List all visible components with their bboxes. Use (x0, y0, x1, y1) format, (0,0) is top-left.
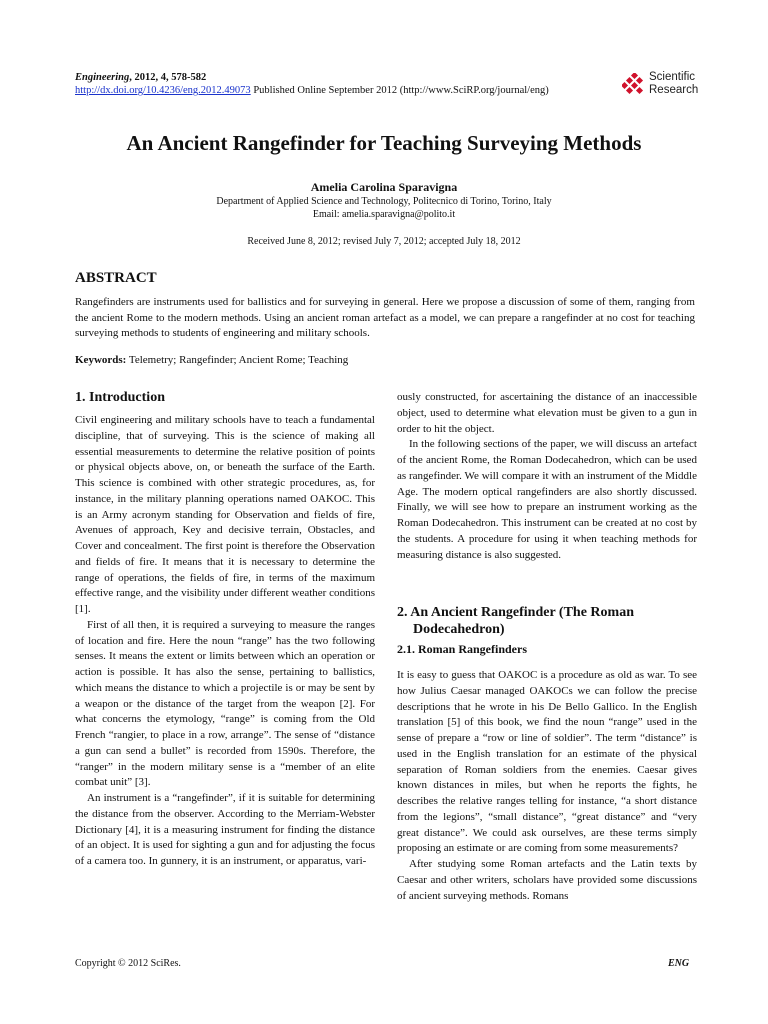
right-column-top (397, 390, 697, 563)
scientific-research-logo-icon (622, 73, 646, 95)
subsection-heading-roman-rangefinders: 2.1. Roman Rangefinders (397, 642, 528, 656)
author-affiliation: Department of Applied Science and Technology, Politecnico di Torino, Torino, Italy (216, 196, 552, 207)
right-column-bottom (397, 668, 697, 904)
section-heading-line-1: 2. An Ancient Rangefinder (The Roman (397, 605, 634, 620)
logo-line-1: Scientific (649, 71, 696, 83)
doi-link[interactable]: http://dx.doi.org/10.4236/eng.2012.49073 (75, 85, 251, 96)
footer-copyright: Copyright © 2012 SciRes. (75, 958, 181, 969)
logo-line-2: Research (649, 84, 699, 96)
abstract-heading: ABSTRACT (75, 270, 157, 286)
keywords (75, 354, 348, 366)
publication-info: Published Online September 2012 (http://www.SciRP.org/journal/eng) (253, 85, 549, 96)
author-email: Email: amelia.sparavigna@polito.it (312, 209, 456, 220)
paragraph: It is easy to guess that OAKOC is a procedure as old as war. To see how Julius Caesar managed OAKOCs we can follow the precise descriptions that he wrote in his De Bello Gallico. In the English translation [5] of this book, we find the noun “range” used in the sense of prepare a “row or line of soldier”. The term “distance” is used in the English translation for an estimate of the physical separation of Roman soldiers from the enemies. Caesar gives known distances in miles, but when he reports the fights, he describes the relative ranges telling for instance, “a short distance from the legions”, “small distance”, “great distance” and “very great distance”. We could ask ourselves, are these terms simply proposing an estimate or are coming from some measurements? (397, 669, 697, 855)
paragraph: An instrument is a “rangefinder”, if it is suitable for determining the distance from the observer. According to the Merriam-Webster Dictionary [4], it is a measuring instrument for finding the distance of an object. It is used for sighting a gun and for adjusting the focus of a camera too. In gunnery, it is an instrument, or apparatus, vari- (75, 792, 375, 867)
journal-name: Engineering (75, 72, 130, 83)
logo-text (649, 71, 698, 97)
section-heading-line-2: Dodecahedron) (413, 622, 505, 637)
paper-title: An Ancient Rangefinder for Teaching Surveying Methods (126, 131, 642, 155)
paragraph: In the following sections of the paper, we will discuss an artefact of the ancient Rome, the Roman Dodecahedron, which can be used as rangefinder. We will compare it with an instrument of the Middle Age. The modern optical rangefinders are also shortly discussed. Finally, we will see how to prepare an instrument working as the Roman Dodecahedron. This instrument can be created at no cost by the students. A procedure for using it when teaching methods for measuring distance is also suggested. (397, 438, 697, 561)
abstract-text: Rangefinders are instruments used for ballistics and for surveying in general. Here we propose a discussion of some of them, ranging from the ancient Rome to the modern methods. Using an ancient roman artefact as a model, we can prepare a rangefinder at no cost for teaching surveying methods to students of engineering and military schools. (75, 296, 695, 339)
section-heading-ancient-rangefinder (397, 604, 697, 638)
keywords-label: Keywords: (75, 354, 127, 366)
journal-volume: , 2012, 4, 578-582 (129, 72, 207, 83)
keywords-list: Telemetry; Rangefinder; Ancient Rome; Teaching (126, 354, 349, 366)
submission-dates: Received June 8, 2012; revised July 7, 2012; accepted July 18, 2012 (247, 236, 521, 247)
paragraph: First of all then, it is required a surveying to measure the ranges of location and fire. Here the noun “range” has the two following senses. It means the extent or limits between which an operation or action is possible. It has also the sense, pertaining to ballistics, which means the distance to which a projectile is or may be sent by a weapon or the distance of the target from the weapon [2]. For what concerns the etymology, “range” is coming from the Old French “rangier, to place in a row, arrange”. The sense of “distance a gun can send a bullet” is recorded from 1590s. Therefore, the “ranger” in the modern military sense is a “member of an elite combat unit” [3]. (75, 618, 375, 789)
left-column (75, 413, 375, 870)
footer-journal-code: ENG (668, 958, 690, 969)
paragraph: Civil engineering and military schools have to teach a fundamental discipline, that of surveying. This is the science of making all essential measurements to determine the relative position of points or physical objects above, on, or beneath the surface of the Earth. This science is combined with other strategic procedures, as, for instance, in the military planning operations named OAKOC. This is an Army acronym standing for Observation and fields of fire, Avenues of approach, Key and decisive terrain, Obstacles, and Cover and concealment. The first point is therefore the Observation and fields of fire. It means that it is necessary to determine the range of operations, the fields of fire, in terms of the maximum effective range, and the visibility under different weather conditions [1]. (75, 414, 375, 615)
journal-header (75, 71, 549, 97)
paragraph: ously constructed, for ascertaining the distance of an inaccessible object, used to determine what elevation must be given to a gun in order to hit the object. (397, 391, 697, 435)
paragraph: After studying some Roman artefacts and the Latin texts by Caesar and other writers, scholars have provided some discussions of ancient surveying methods. Romans (397, 858, 697, 902)
section-heading-introduction: 1. Introduction (75, 390, 165, 405)
author-name: Amelia Carolina Sparavigna (310, 180, 458, 194)
publisher-logo (622, 71, 702, 97)
